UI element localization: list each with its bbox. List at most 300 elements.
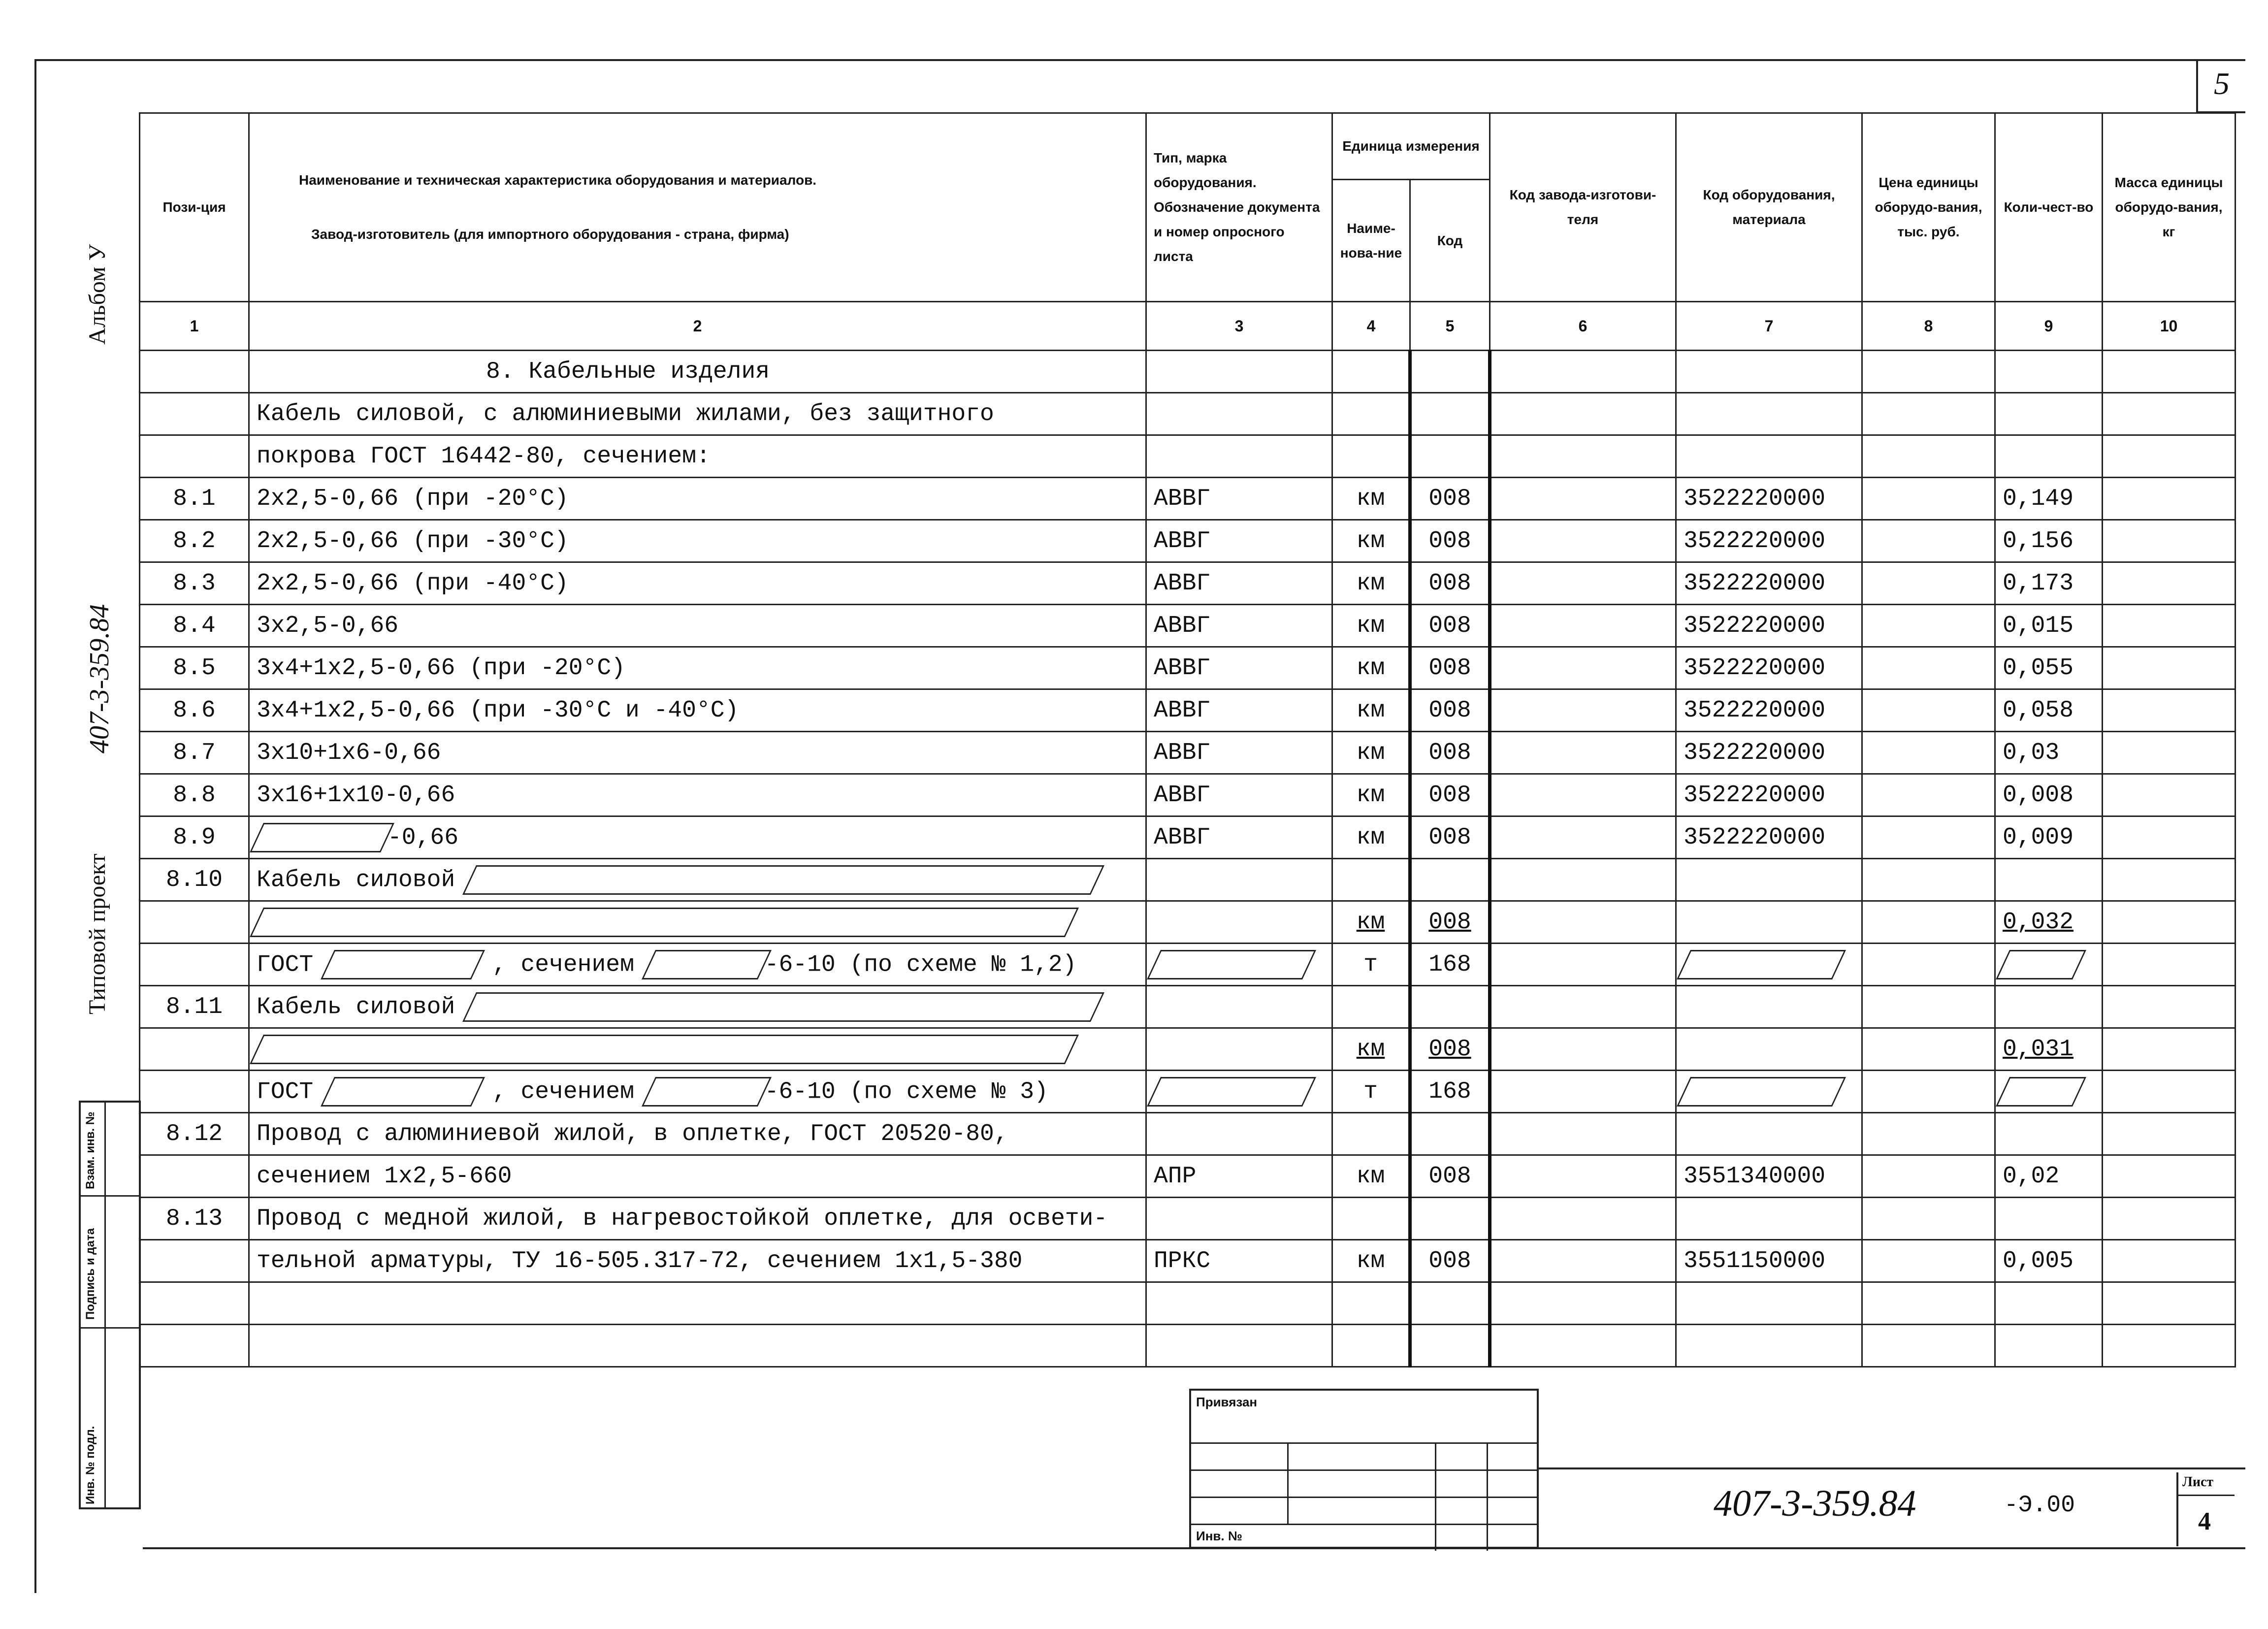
table-body (140, 351, 2236, 1367)
specification-table (139, 112, 2236, 1368)
row-price (1862, 605, 1995, 647)
row-mass (2103, 1071, 2236, 1113)
row-name-text: 3х2,5-0,66 (257, 612, 399, 639)
row-name (249, 816, 1146, 859)
row-price (1862, 351, 1995, 393)
row-material-code: 3522220000 (1676, 689, 1862, 732)
row-name-end: -6-10 (по схеме № 3) (764, 1078, 1048, 1106)
blank-field (321, 1077, 485, 1107)
row-price (1862, 1198, 1995, 1240)
blank-field (1996, 1077, 2086, 1107)
row-mass (2103, 351, 2236, 393)
row-price (1862, 1155, 1995, 1198)
row-unit-code: 008 (1410, 1028, 1490, 1071)
row-quantity: 0,03 (1995, 732, 2103, 774)
row-name-text: Провод с медной жилой, в нагревостойкой оплетке, для освети- (257, 1205, 1108, 1232)
row-mass (2103, 393, 2236, 435)
row-type (1146, 859, 1332, 901)
row-type (1146, 1325, 1332, 1367)
row-price (1862, 859, 1995, 901)
header-name-line2: Завод-изготовитель (для импортного оборудования - страна, фирма) (311, 227, 789, 242)
row-mass (2103, 901, 2236, 944)
row-unit: км (1332, 1155, 1410, 1198)
row-factory-code (1490, 1155, 1676, 1198)
row-material-code: 3522220000 (1676, 562, 1862, 605)
row-unit-code: 008 (1410, 562, 1490, 605)
row-material-code (1676, 1113, 1862, 1155)
row-price (1862, 1240, 1995, 1282)
row-factory-code (1490, 478, 1676, 520)
row-unit-code: 008 (1410, 647, 1490, 689)
row-quantity: 0,005 (1995, 1240, 2103, 1282)
table-row (140, 1028, 2236, 1071)
row-type (1146, 1198, 1332, 1240)
row-factory-code (1490, 1198, 1676, 1240)
row-name (249, 859, 1146, 901)
row-mass (2103, 1028, 2236, 1071)
header-unit-code: Код (1410, 180, 1490, 302)
row-unit (1332, 351, 1410, 393)
col-num: 1 (140, 302, 249, 351)
row-position: 8.5 (140, 647, 249, 689)
row-name-text: покрова ГОСТ 16442-80, сечением: (257, 443, 711, 470)
row-unit-code: 008 (1410, 774, 1490, 816)
row-mass (2103, 1282, 2236, 1325)
row-name (249, 605, 1146, 647)
row-position (140, 1325, 249, 1367)
row-material-code: 3522220000 (1676, 774, 1862, 816)
row-name-gost: ГОСТ (257, 951, 314, 978)
stamp-inv: Инв. № (1196, 1529, 1242, 1543)
row-name (249, 435, 1146, 478)
column-number-row (140, 302, 2236, 351)
row-unit: т (1332, 944, 1410, 986)
row-type: АВВГ (1146, 605, 1332, 647)
row-unit-code: 008 (1410, 478, 1490, 520)
header-position: Пози-ция (140, 113, 249, 302)
row-unit-code (1410, 986, 1490, 1028)
row-unit (1332, 393, 1410, 435)
row-name (249, 647, 1146, 689)
row-unit (1332, 1325, 1410, 1367)
side-label-signature-date: Подпись и дата (84, 1228, 97, 1320)
row-name (249, 901, 1146, 944)
row-price (1862, 1113, 1995, 1155)
table-row (140, 732, 2236, 774)
row-price (1862, 774, 1995, 816)
row-name (249, 351, 1146, 393)
row-mass (2103, 689, 2236, 732)
row-factory-code (1490, 562, 1676, 605)
row-position (140, 944, 249, 986)
row-price (1862, 520, 1995, 562)
row-position: 8.8 (140, 774, 249, 816)
col-num: 5 (1410, 302, 1490, 351)
row-position: 8.6 (140, 689, 249, 732)
table-row (140, 1113, 2236, 1155)
row-type: АВВГ (1146, 732, 1332, 774)
row-factory-code (1490, 1028, 1676, 1071)
side-label-replace-inv: Взам. инв. № (84, 1111, 97, 1189)
row-material-code (1676, 1028, 1862, 1071)
row-material-code: 3551340000 (1676, 1155, 1862, 1198)
row-material-code (1676, 901, 1862, 944)
row-name (249, 1198, 1146, 1240)
row-type (1146, 393, 1332, 435)
row-name (249, 732, 1146, 774)
row-unit-code (1410, 1282, 1490, 1325)
row-unit: км (1332, 901, 1410, 944)
table-row (140, 944, 2236, 986)
row-unit-code: 008 (1410, 816, 1490, 859)
row-name-mid: , сечением (492, 1078, 634, 1106)
row-mass (2103, 478, 2236, 520)
row-price (1862, 1325, 1995, 1367)
header-material-code: Код оборудования, материала (1676, 113, 1862, 302)
sheet-number: 4 (2198, 1507, 2211, 1535)
row-name (249, 562, 1146, 605)
project-code-vertical: 407-3-359.84 (84, 604, 115, 753)
row-name-gost: ГОСТ (257, 1078, 314, 1106)
row-mass (2103, 562, 2236, 605)
row-price (1862, 435, 1995, 478)
row-factory-code (1490, 986, 1676, 1028)
header-quantity: Коли-чест-во (1995, 113, 2103, 302)
table-row (140, 435, 2236, 478)
row-unit (1332, 1113, 1410, 1155)
row-unit: км (1332, 1240, 1410, 1282)
table-row (140, 1155, 2236, 1198)
row-factory-code (1490, 689, 1676, 732)
row-price (1862, 562, 1995, 605)
binding-stamp (1189, 1389, 1539, 1549)
row-unit (1332, 1198, 1410, 1240)
row-type (1146, 944, 1332, 986)
document-code: 407-3-359.84 (1714, 1483, 1916, 1524)
row-position: 8.3 (140, 562, 249, 605)
side-label-inv-original: Инв. № подл. (84, 1426, 97, 1504)
row-material-code (1676, 1198, 1862, 1240)
row-type (1146, 901, 1332, 944)
row-unit-code (1410, 1113, 1490, 1155)
row-type: АВВГ (1146, 774, 1332, 816)
row-type (1146, 351, 1332, 393)
row-unit (1332, 986, 1410, 1028)
col-num: 10 (2103, 302, 2236, 351)
row-material-code (1676, 944, 1862, 986)
row-name-text: Кабель силовой, с алюминиевыми жилами, без защитного (257, 400, 994, 427)
header-unit-name: Наиме-нова-ние (1332, 180, 1410, 302)
row-quantity: 0,031 (1995, 1028, 2103, 1071)
row-factory-code (1490, 393, 1676, 435)
row-unit-code: 008 (1410, 1240, 1490, 1282)
row-material-code: 3522220000 (1676, 605, 1862, 647)
blank-field (642, 1077, 772, 1107)
row-type: АВВГ (1146, 647, 1332, 689)
row-type: АВВГ (1146, 816, 1332, 859)
row-mass (2103, 520, 2236, 562)
row-quantity (1995, 393, 2103, 435)
row-quantity (1995, 944, 2103, 986)
row-factory-code (1490, 1071, 1676, 1113)
blank-field (321, 950, 485, 979)
row-price (1862, 647, 1995, 689)
row-mass (2103, 986, 2236, 1028)
row-unit: т (1332, 1071, 1410, 1113)
col-num: 4 (1332, 302, 1410, 351)
row-unit-code (1410, 393, 1490, 435)
col-num: 6 (1490, 302, 1676, 351)
row-position (140, 1282, 249, 1325)
row-unit-code (1410, 859, 1490, 901)
row-quantity: 0,055 (1995, 647, 2103, 689)
row-mass (2103, 647, 2236, 689)
table-row (140, 1071, 2236, 1113)
row-quantity: 0,032 (1995, 901, 2103, 944)
row-position: 8.2 (140, 520, 249, 562)
row-type (1146, 1028, 1332, 1071)
document-suffix: -Э.00 (2004, 1492, 2075, 1519)
blank-field (250, 823, 394, 852)
row-unit-code: 168 (1410, 944, 1490, 986)
row-name (249, 986, 1146, 1028)
row-name-text: 3х4+1х2,5-0,66 (при -30°С и -40°С) (257, 697, 739, 724)
stamp-privyazan: Привязан (1196, 1395, 1258, 1409)
blank-field (642, 950, 772, 979)
row-price (1862, 901, 1995, 944)
sheet-corner-number: 5 (2196, 59, 2245, 113)
table-row (140, 1240, 2236, 1282)
row-quantity (1995, 351, 2103, 393)
row-position (140, 1071, 249, 1113)
row-material-code: 3522220000 (1676, 520, 1862, 562)
row-name-text: 3х16+1х10-0,66 (257, 782, 455, 809)
blank-field (1677, 1077, 1846, 1107)
blank-field (250, 1035, 1079, 1064)
row-name (249, 1113, 1146, 1155)
row-name-text: 2х2,5-0,66 (при -20°С) (257, 485, 569, 512)
row-factory-code (1490, 520, 1676, 562)
row-material-code (1676, 1071, 1862, 1113)
row-type (1146, 1071, 1332, 1113)
col-num: 2 (249, 302, 1146, 351)
row-unit-code (1410, 1325, 1490, 1367)
row-name (249, 774, 1146, 816)
row-name-text: тельной арматуры, ТУ 16-505.317-72, сечением 1х1,5-380 (257, 1247, 1023, 1274)
row-type: АВВГ (1146, 478, 1332, 520)
header-type: Тип, марка оборудования. Обозначение документа и номер опросного листа (1146, 113, 1332, 302)
row-unit: км (1332, 774, 1410, 816)
row-material-code (1676, 351, 1862, 393)
row-material-code (1676, 986, 1862, 1028)
row-unit: км (1332, 478, 1410, 520)
row-mass (2103, 435, 2236, 478)
row-factory-code (1490, 1240, 1676, 1282)
table-row (140, 605, 2236, 647)
row-material-code: 3522220000 (1676, 647, 1862, 689)
row-price (1862, 1282, 1995, 1325)
row-name (249, 478, 1146, 520)
row-price (1862, 732, 1995, 774)
header-unit-group: Единица измерения (1332, 113, 1490, 180)
row-name (249, 944, 1146, 986)
row-position: 8.9 (140, 816, 249, 859)
row-position (140, 1240, 249, 1282)
table-row (140, 351, 2236, 393)
row-mass (2103, 774, 2236, 816)
row-name-text: 8. Кабельные изделия (486, 358, 770, 385)
header-mass: Масса единицы оборудо-вания, кг (2103, 113, 2236, 302)
row-factory-code (1490, 605, 1676, 647)
col-num: 9 (1995, 302, 2103, 351)
row-unit-code: 008 (1410, 732, 1490, 774)
table-row (140, 859, 2236, 901)
row-type: АПР (1146, 1155, 1332, 1198)
row-position: 8.12 (140, 1113, 249, 1155)
row-unit: км (1332, 689, 1410, 732)
row-quantity (1995, 1113, 2103, 1155)
row-name-text: сечением 1х2,5-660 (257, 1163, 512, 1190)
row-quantity: 0,008 (1995, 774, 2103, 816)
row-factory-code (1490, 1282, 1676, 1325)
table-row (140, 393, 2236, 435)
blank-field (1677, 950, 1846, 979)
row-type (1146, 435, 1332, 478)
row-unit: км (1332, 562, 1410, 605)
row-name (249, 1240, 1146, 1282)
table-row (140, 478, 2236, 520)
row-quantity (1995, 859, 2103, 901)
row-type: АВВГ (1146, 689, 1332, 732)
row-position: 8.13 (140, 1198, 249, 1240)
row-name (249, 1028, 1146, 1071)
row-price (1862, 1071, 1995, 1113)
row-unit-code (1410, 1198, 1490, 1240)
row-position: 8.7 (140, 732, 249, 774)
row-quantity: 0,009 (1995, 816, 2103, 859)
row-name (249, 1282, 1146, 1325)
col-num: 3 (1146, 302, 1332, 351)
row-factory-code (1490, 944, 1676, 986)
table-row (140, 901, 2236, 944)
table-row (140, 774, 2236, 816)
row-mass (2103, 859, 2236, 901)
row-factory-code (1490, 351, 1676, 393)
row-unit-code: 008 (1410, 901, 1490, 944)
row-material-code (1676, 1325, 1862, 1367)
row-material-code: 3522220000 (1676, 816, 1862, 859)
row-name (249, 1071, 1146, 1113)
sheet-label: Лист (2182, 1474, 2214, 1490)
row-name (249, 1155, 1146, 1198)
row-quantity (1995, 1198, 2103, 1240)
row-price (1862, 478, 1995, 520)
header-price: Цена единицы оборудо-вания, тыс. руб. (1862, 113, 1995, 302)
row-position (140, 1155, 249, 1198)
row-factory-code (1490, 435, 1676, 478)
row-factory-code (1490, 647, 1676, 689)
header-name (249, 113, 1146, 302)
row-unit (1332, 859, 1410, 901)
row-price (1862, 1028, 1995, 1071)
row-unit-code: 008 (1410, 689, 1490, 732)
row-mass (2103, 816, 2236, 859)
row-material-code: 3522220000 (1676, 478, 1862, 520)
row-position (140, 1028, 249, 1071)
row-quantity: 0,015 (1995, 605, 2103, 647)
row-mass (2103, 605, 2236, 647)
row-position: 8.1 (140, 478, 249, 520)
row-position: 8.4 (140, 605, 249, 647)
row-unit: км (1332, 647, 1410, 689)
row-unit: км (1332, 520, 1410, 562)
table-row (140, 816, 2236, 859)
row-name-text: 2х2,5-0,66 (при -30°С) (257, 527, 569, 554)
row-unit-code: 008 (1410, 1155, 1490, 1198)
row-factory-code (1490, 732, 1676, 774)
table-row (140, 1198, 2236, 1240)
row-name-mid: , сечением (492, 951, 634, 978)
row-unit: км (1332, 1028, 1410, 1071)
row-name-end: -6-10 (по схеме № 1,2) (764, 951, 1077, 978)
row-name (249, 689, 1146, 732)
table-row (140, 520, 2236, 562)
header-name-line1: Наименование и техническая характеристика оборудования и материалов. (299, 172, 817, 188)
row-material-code: 3551150000 (1676, 1240, 1862, 1282)
row-unit: км (1332, 605, 1410, 647)
row-name-text: 3х10+1х6-0,66 (257, 739, 441, 766)
row-mass (2103, 1198, 2236, 1240)
row-quantity (1995, 986, 2103, 1028)
row-unit: км (1332, 732, 1410, 774)
row-price (1862, 944, 1995, 986)
table-row (140, 562, 2236, 605)
row-unit-code (1410, 351, 1490, 393)
row-position: 8.11 (140, 986, 249, 1028)
row-position (140, 351, 249, 393)
row-quantity (1995, 435, 2103, 478)
blank-field (462, 992, 1104, 1022)
row-price (1862, 816, 1995, 859)
row-factory-code (1490, 774, 1676, 816)
row-mass (2103, 1155, 2236, 1198)
table-row (140, 689, 2236, 732)
blank-field (1147, 950, 1316, 979)
row-material-code (1676, 859, 1862, 901)
row-type: АВВГ (1146, 562, 1332, 605)
row-name-text: Кабель силовой (257, 867, 455, 894)
row-quantity: 0,149 (1995, 478, 2103, 520)
row-position (140, 435, 249, 478)
row-unit: км (1332, 816, 1410, 859)
row-price (1862, 986, 1995, 1028)
row-name (249, 520, 1146, 562)
row-factory-code (1490, 859, 1676, 901)
row-mass (2103, 1113, 2236, 1155)
row-unit-code (1410, 435, 1490, 478)
row-type (1146, 986, 1332, 1028)
row-mass (2103, 1325, 2236, 1367)
table-row (140, 986, 2236, 1028)
row-quantity: 0,156 (1995, 520, 2103, 562)
blank-field (250, 908, 1079, 937)
col-num: 7 (1676, 302, 1862, 351)
blank-field (1996, 950, 2086, 979)
row-position (140, 901, 249, 944)
row-type: АВВГ (1146, 520, 1332, 562)
row-material-code: 3522220000 (1676, 732, 1862, 774)
row-name-text: 2х2,5-0,66 (при -40°С) (257, 570, 569, 597)
